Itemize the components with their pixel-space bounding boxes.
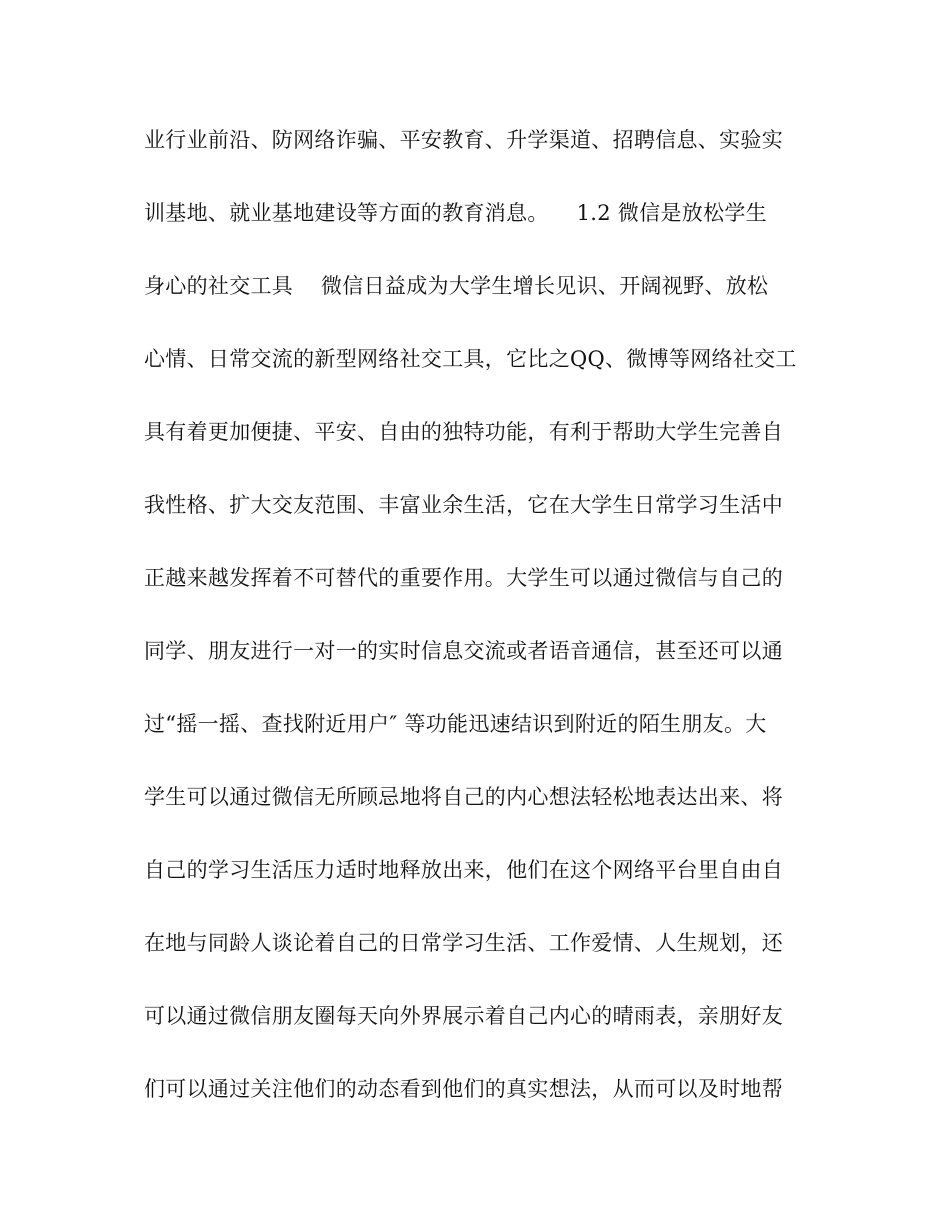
- text-line: 们可以通过关注他们的动态看到他们的真实想法，从而可以及时地帮: [144, 1077, 783, 1101]
- text-line: 自己的学习生活压力适时地释放出来，他们在这个网络平台里自由自: [144, 858, 783, 882]
- body-text: [144, 122, 806, 1144]
- text-line: 学生可以通过微信无所顾忌地将自己的内心想法轻松地表达出来、将: [144, 785, 783, 809]
- text-line: 可以通过微信朋友圈每天向外界展示着自己内心的晴雨表，亲朋好友: [144, 1004, 783, 1028]
- text-line: 同学、朋友进行一对一的实时信息交流或者语音通信，甚至还可以通: [144, 639, 783, 663]
- text-line: 心情、日常交流的新型网络社交工具，它比之QQ、微博等网络社交工: [144, 347, 797, 371]
- text-line: 正越来越发挥着不可替代的重要作用。大学生可以通过微信与自己的: [144, 566, 783, 590]
- text-line: 训基地、就业基地建设等方面的教育消息。 1.2 微信是放松学生: [144, 201, 767, 225]
- text-line: 我性格、扩大交友范围、丰富业余生活，它在大学生日常学习生活中: [144, 493, 783, 517]
- text-line: 过“摇一摇、查找附近用户″ 等功能迅速结识到附近的陌生朋友。大: [144, 712, 767, 736]
- text-line: 在地与同龄人谈论着自己的日常学习生活、工作爱情、人生规划，还: [144, 931, 783, 955]
- text-line: 业行业前沿、防网络诈骗、平安教育、升学渠道、招聘信息、实验实: [144, 128, 783, 152]
- text-line: 身心的社交工具 微信日益成为大学生增长见识、开阔视野、放松: [144, 274, 769, 298]
- text-line: 具有着更加便捷、平安、自由的独特功能，有利于帮助大学生完善自: [144, 420, 783, 444]
